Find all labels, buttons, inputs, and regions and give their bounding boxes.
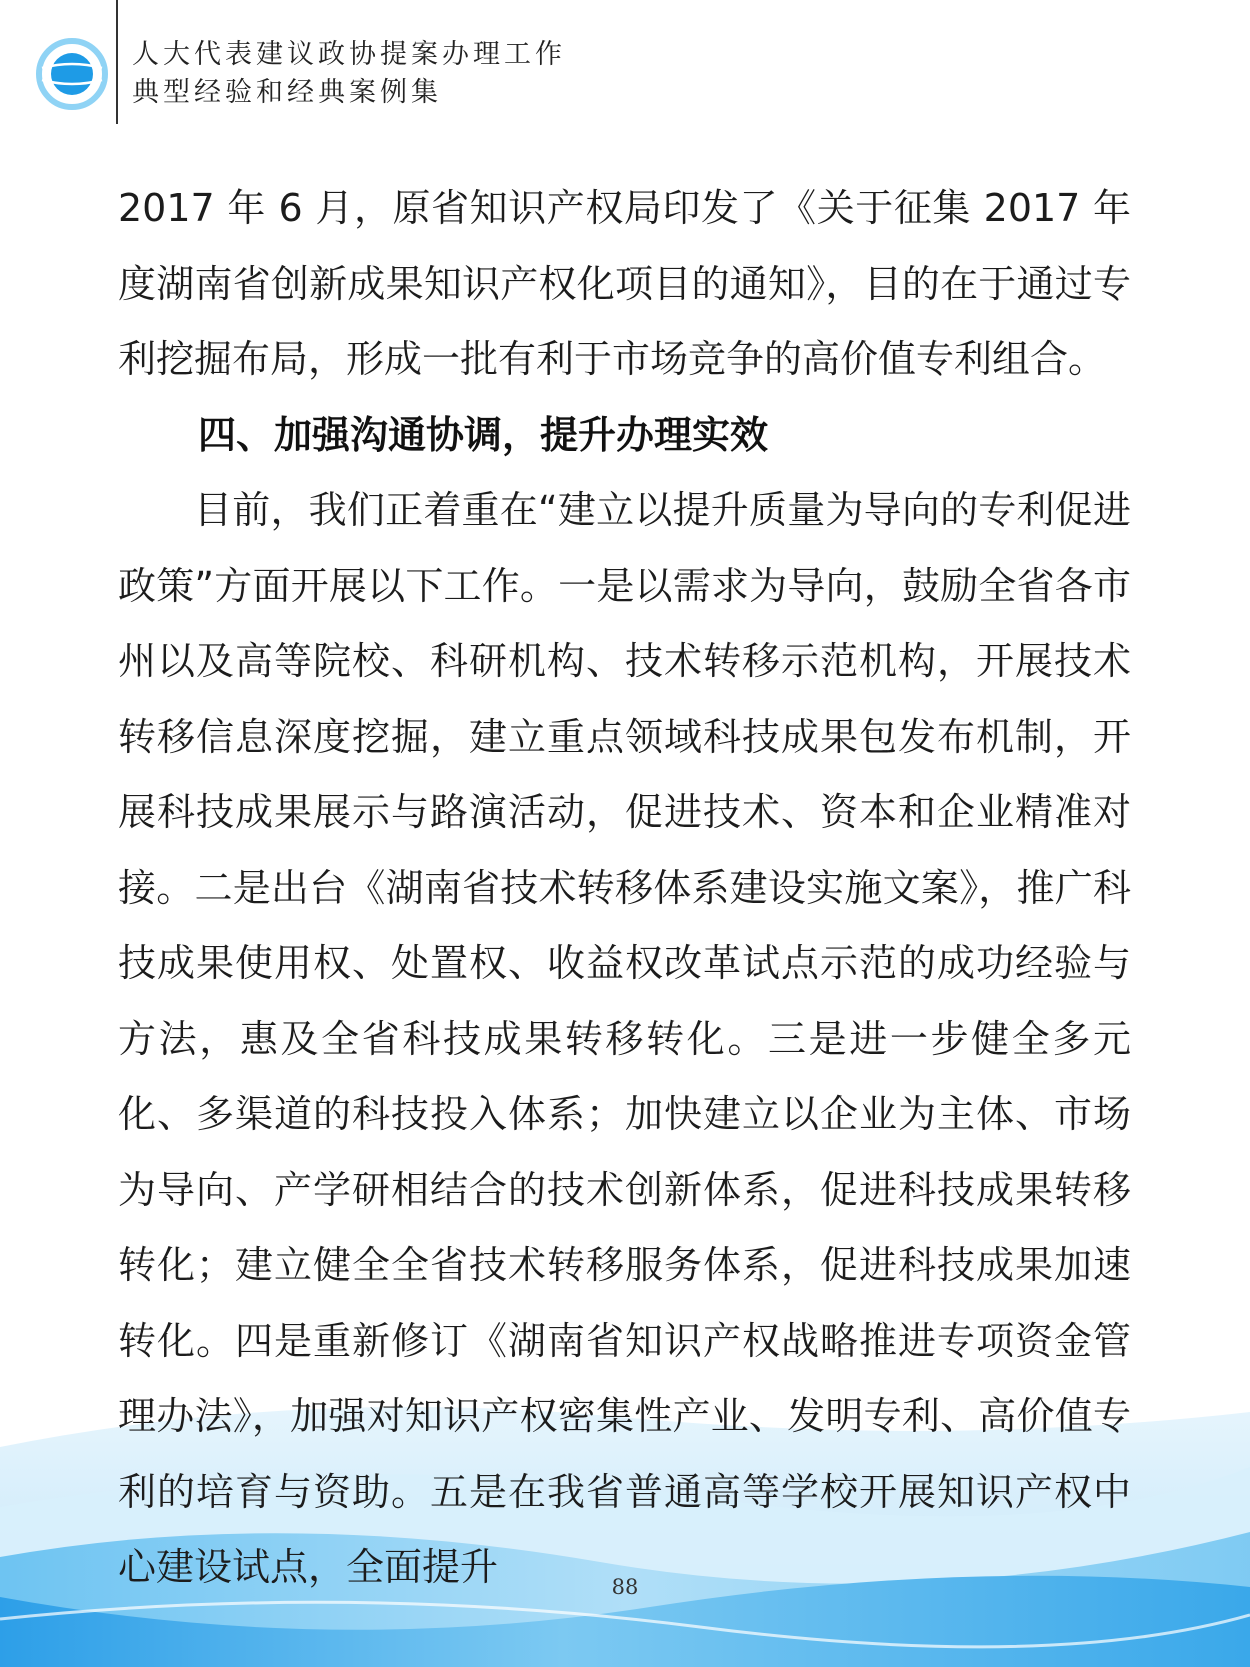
header-title-line1: 人大代表建议政协提案办理工作: [132, 39, 566, 70]
header-title-line2: 典型经验和经典案例集: [132, 77, 442, 108]
header-divider: [116, 0, 118, 124]
page-number: 88: [611, 1575, 639, 1599]
concentric-circle-logo-icon: [36, 38, 108, 110]
section-heading: 四、加强沟通协调，提升办理实效: [198, 412, 769, 457]
body-paragraph-1: 2017 年 6 月，原省知识产权局印发了《关于征集 2017 年度湖南省创新成果知识产权化项目的通知》，目的在于通过专利挖掘布局，形成一批有利于市场竞争的高价值专利组合。: [118, 186, 1131, 381]
running-header: [132, 36, 566, 112]
page-body: [118, 171, 1131, 1606]
body-paragraph-2: 目前，我们正着重在“建立以提升质量为导向的专利促进政策”方面开展以下工作。一是以需求为导向，鼓励全省各市州以及高等院校、科研机构、技术转移示范机构，开展技术转移信息深度挖掘，建立重点领域科技成果包发布机制，开展科技成果展示与路演活动，促进技术、资本和企业精准对接。二是出台《湖南省技术转移体系建设实施文案》，推广科技成果使用权、处置权、收益权改革试点示范的成功经验与方法，惠及全省科技成果转移转化。三是进一步健全多元化、多渠道的科技投入体系；加快建立以企业为主体、市场为导向、产学研相结合的技术创新体系，促进科技成果转移转化；建立健全全省技术转移服务体系，促进科技成果加速转化。四是重新修订《湖南省知识产权战略推进专项资金管理办法》，加强对知识产权密集性产业、发明专利、高价值专利的培育与资助。五是在我省普通高等学校开展知识产权中心建设试点，全面提升: [118, 488, 1131, 1589]
